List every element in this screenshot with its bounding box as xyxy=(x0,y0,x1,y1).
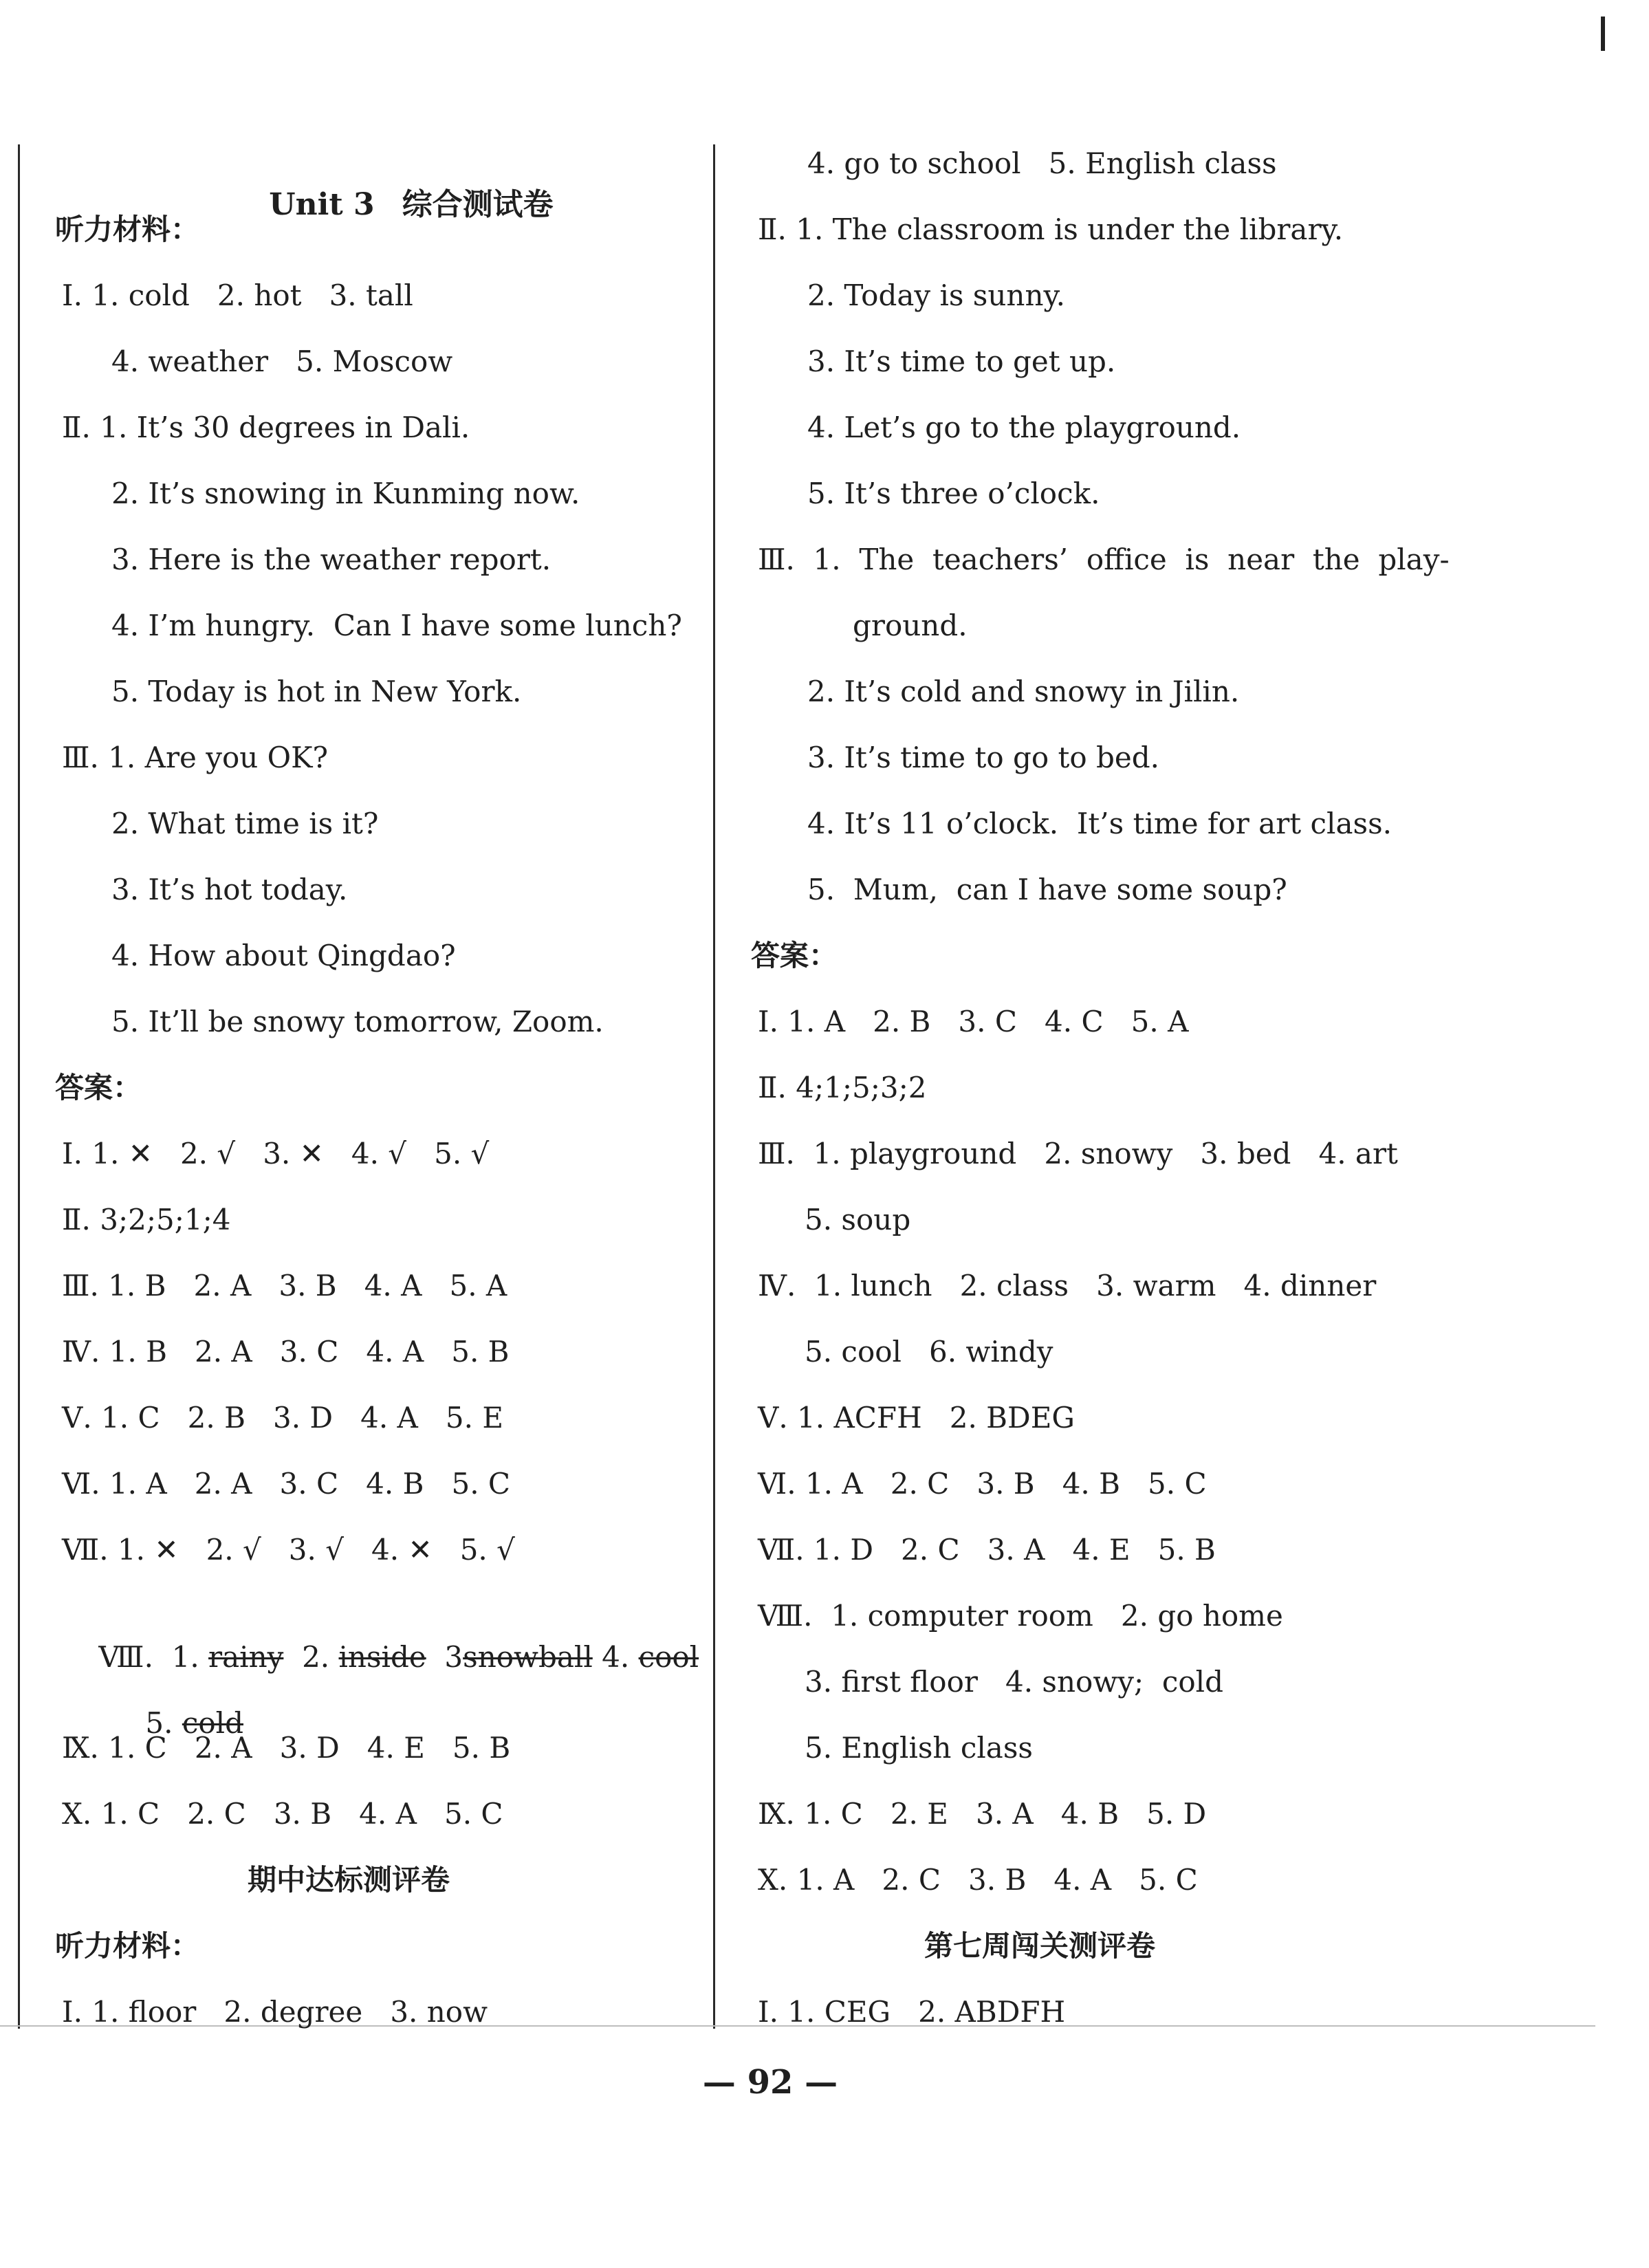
answers-heading: 答案： xyxy=(55,1071,142,1104)
listening-sec2-line2: 2. It’s snowing in Kunming now. xyxy=(111,477,580,510)
right-answer-sec8-line3: 5. English class xyxy=(805,1731,1033,1765)
unit3-title-en: Unit 3 xyxy=(269,187,375,222)
listening-sec3-line4: 4. How about Qingdao? xyxy=(111,939,456,972)
answer-word-inside: inside xyxy=(338,1640,426,1674)
answer-sec5: Ⅴ. 1. C 2. B 3. D 4. A 5. E xyxy=(62,1401,504,1435)
listening-heading: 听力材料： xyxy=(55,212,200,246)
listening-sec3-line5: 5. It’ll be snowy tomorrow, Zoom. xyxy=(111,1005,604,1038)
column-divider-line xyxy=(713,144,715,2029)
unit3-title xyxy=(227,143,554,267)
right-listening-sec3-line3: 3. It’s time to go to bed. xyxy=(807,741,1160,774)
answer-sec4: Ⅳ. 1. B 2. A 3. C 4. A 5. B xyxy=(62,1335,510,1369)
listening-sec3-line1: Ⅲ. 1. Are you OK? xyxy=(62,741,328,774)
midterm-title: 期中达标测评卷 xyxy=(248,1863,450,1897)
right-answer-sec4-line2: 5. cool 6. windy xyxy=(805,1335,1053,1369)
right-listening-sec2-line5: 5. It’s three o’clock. xyxy=(807,477,1100,510)
week7-line1: Ⅰ. 1. CEG 2. ABDFH xyxy=(758,1995,1066,2029)
right-answer-sec2: Ⅱ. 4;1;5;3;2 xyxy=(758,1071,927,1104)
answer-word-snowball: snowball xyxy=(463,1640,593,1674)
listening-sec2-line1: Ⅱ. 1. It’s 30 degrees in Dali. xyxy=(62,411,470,444)
right-answers-heading: 答案： xyxy=(751,939,838,972)
right-listening-sec3-line4: 4. It’s 11 o’clock. It’s time for art class. xyxy=(807,807,1392,840)
listening-sec1-line1: Ⅰ. 1. cold 2. hot 3. tall xyxy=(62,279,413,312)
answer-word-cool: cool xyxy=(638,1640,699,1674)
answer-sec1: Ⅰ. 1. ✕ 2. √ 3. ✕ 4. √ 5. √ xyxy=(62,1137,490,1170)
listening-sec2-line5: 5. Today is hot in New York. xyxy=(111,675,522,708)
right-answer-sec3-line1: Ⅲ. 1. playground 2. snowy 3. bed 4. art xyxy=(758,1137,1398,1170)
right-listening-sec3-line1b: ground. xyxy=(853,609,968,642)
right-answer-sec7: Ⅶ. 1. D 2. C 3. A 4. E 5. B xyxy=(758,1533,1216,1567)
page-number: — 92 — xyxy=(702,2063,838,2102)
answer-sec10: Ⅹ. 1. C 2. C 3. B 4. A 5. C xyxy=(62,1797,503,1831)
right-listening-sec2-line4: 4. Let’s go to the playground. xyxy=(807,411,1241,444)
right-answer-sec3-line2: 5. soup xyxy=(805,1203,911,1236)
listening-sec1-line2: 4. weather 5. Moscow xyxy=(111,345,453,378)
right-listening-sec2-line3: 3. It’s time to get up. xyxy=(807,345,1116,378)
right-listening-sec2-line2: 2. Today is sunny. xyxy=(807,279,1066,312)
left-border-line xyxy=(18,144,20,2029)
right-answer-sec8-line2: 3. first floor 4. snowy; cold xyxy=(805,1665,1223,1699)
corner-mark xyxy=(1601,17,1605,51)
listening-sec3-line3: 3. It’s hot today. xyxy=(111,873,348,906)
right-listening-sec3-line2: 2. It’s cold and snowy in Jilin. xyxy=(807,675,1240,708)
right-answer-sec1: Ⅰ. 1. A 2. B 3. C 4. C 5. A xyxy=(758,1005,1189,1038)
listening-sec2-line3: 3. Here is the weather report. xyxy=(111,543,552,576)
right-answer-sec4-line1: Ⅳ. 1. lunch 2. class 3. warm 4. dinner xyxy=(758,1269,1377,1302)
right-listening-sec3-line1: Ⅲ. 1. The teachers’ office is near the play- xyxy=(758,543,1450,576)
right-line-continued: 4. go to school 5. English class xyxy=(807,146,1277,180)
answer-sec8-prefix: Ⅷ. 1. xyxy=(98,1640,209,1674)
listening-sec2-line4: 4. I’m hungry. Can I have some lunch? xyxy=(111,609,682,642)
midterm-listening-heading: 听力材料： xyxy=(55,1929,200,1963)
listening-sec3-line2: 2. What time is it? xyxy=(111,807,379,840)
answer-sec6: Ⅵ. 1. A 2. A 3. C 4. B 5. C xyxy=(62,1467,511,1501)
right-listening-sec3-line5: 5. Mum, can I have some soup? xyxy=(807,873,1287,906)
right-listening-sec2-line1: Ⅱ. 1. The classroom is under the library. xyxy=(758,212,1344,246)
answer-sec8-sep3: 3 xyxy=(426,1640,463,1674)
answer-sec9: Ⅸ. 1. C 2. A 3. D 4. E 5. B xyxy=(62,1731,511,1765)
answer-word-rainy: rainy xyxy=(208,1640,284,1674)
answer-sec7: Ⅶ. 1. ✕ 2. √ 3. √ 4. ✕ 5. √ xyxy=(62,1533,515,1567)
right-answer-sec6: Ⅵ. 1. A 2. C 3. B 4. B 5. C xyxy=(758,1467,1207,1501)
right-answer-sec9: Ⅸ. 1. C 2. E 3. A 4. B 5. D xyxy=(758,1797,1207,1831)
right-answer-sec8-line1: Ⅷ. 1. computer room 2. go home xyxy=(758,1599,1283,1633)
answer-sec2: Ⅱ. 3;2;5;1;4 xyxy=(62,1203,231,1236)
answer-word-cold: cold xyxy=(182,1706,243,1740)
week7-title: 第七周闯关测评卷 xyxy=(924,1929,1156,1963)
answer-sec8-line2-prefix: 5. xyxy=(145,1706,182,1740)
midterm-listening-line1: Ⅰ. 1. floor 2. degree 3. now xyxy=(62,1995,488,2029)
right-answer-sec10: Ⅹ. 1. A 2. C 3. B 4. A 5. C xyxy=(758,1863,1198,1897)
unit3-title-cn: 综合测试卷 xyxy=(402,187,554,222)
answer-sec8-sep4: 4. xyxy=(592,1640,639,1674)
answer-sec8-sep2: 2. xyxy=(283,1640,339,1674)
right-answer-sec5: Ⅴ. 1. ACFH 2. BDEG xyxy=(758,1401,1075,1435)
answer-sec3: Ⅲ. 1. B 2. A 3. B 4. A 5. A xyxy=(62,1269,507,1302)
